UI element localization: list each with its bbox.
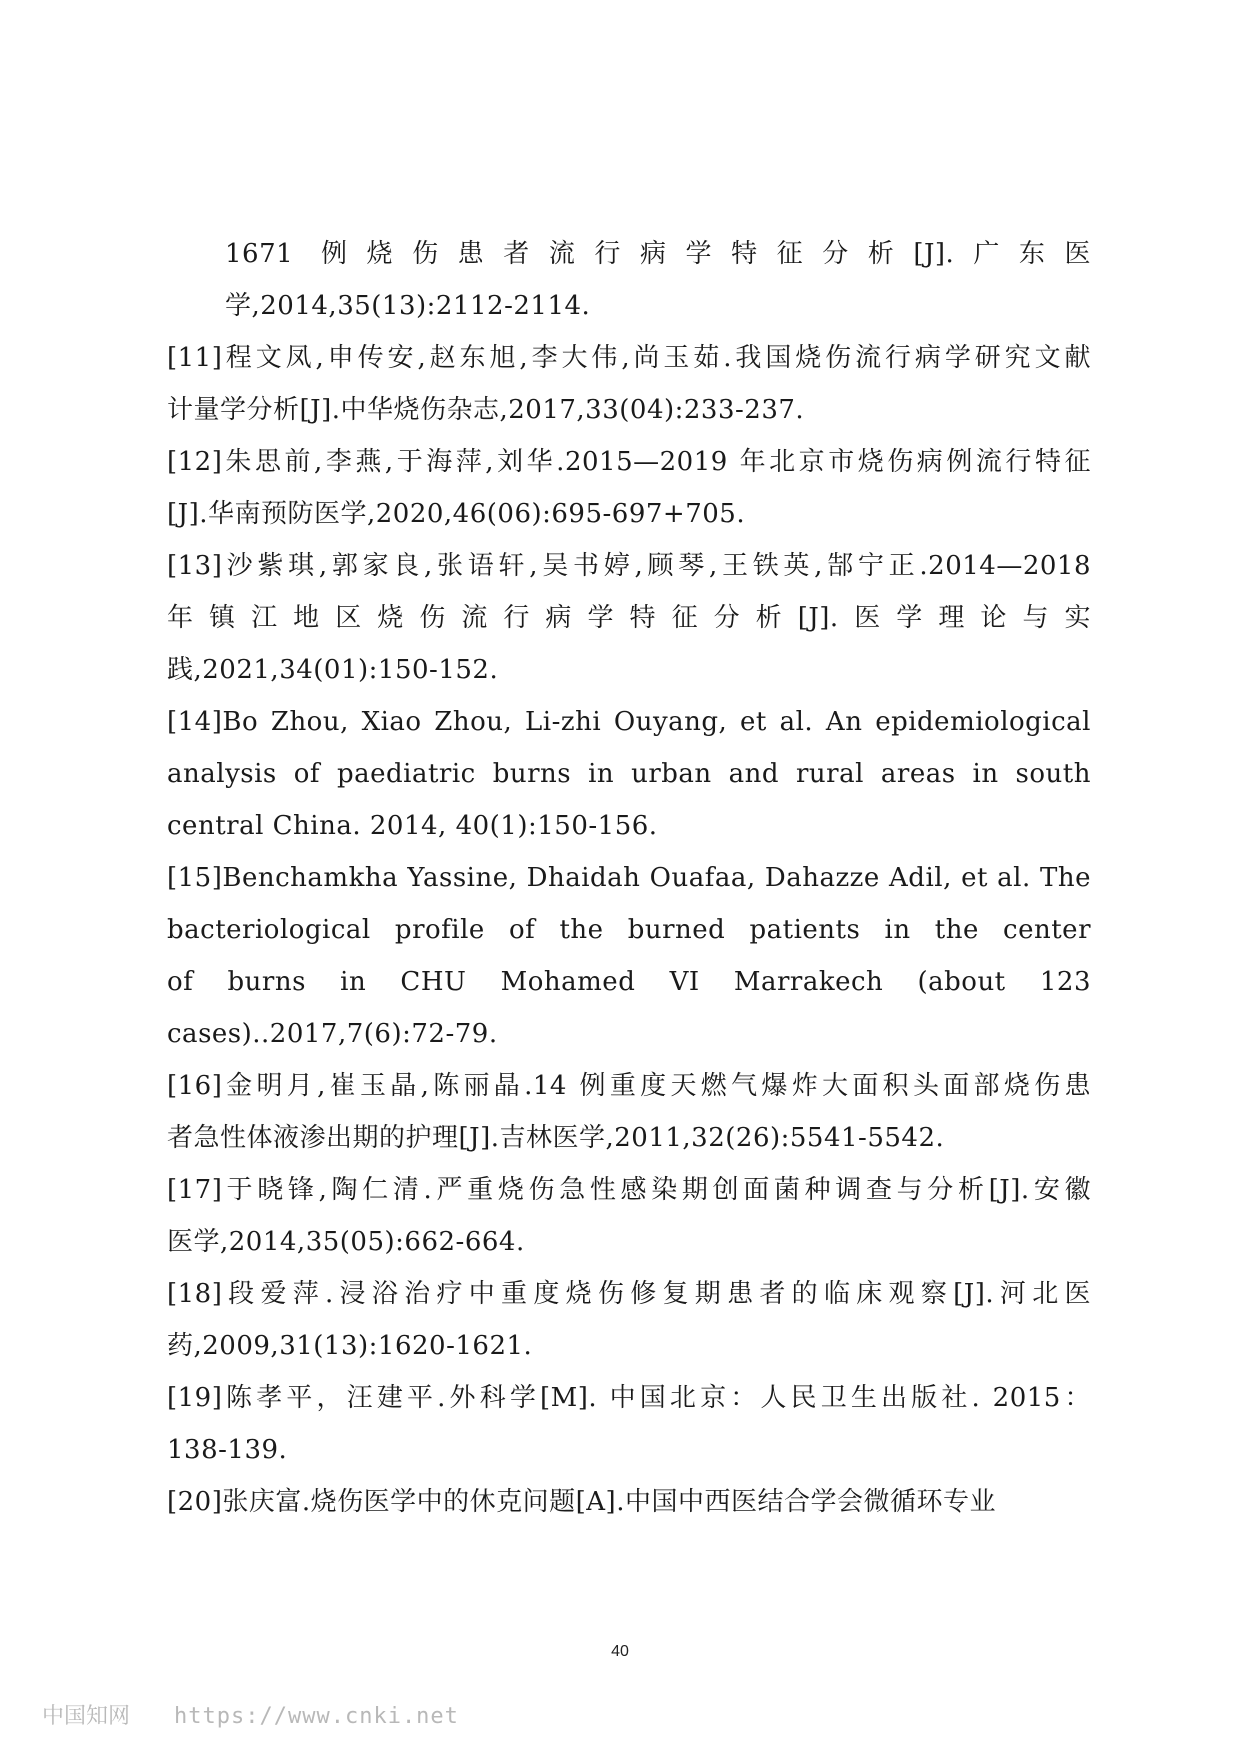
reference-entry [167,696,1091,852]
reference-line [167,384,1091,436]
reference-number: [19] [167,1383,223,1413]
reference-text: 朱思前,李燕,于海萍,刘华.2015—2019 年北京市烧伤病例流行特征 [222,447,1091,477]
reference-line [167,332,1091,384]
reference-text: 138-139. [167,1435,288,1465]
reference-line [167,748,1091,800]
reference-entry [167,1372,1091,1476]
reference-text: 陈孝平，汪建平.外科学[M]. 中国北京：人民卫生出版社. 2015： [222,1383,1091,1413]
reference-text: 程文凤,申传安,赵东旭,李大伟,尚玉茹.我国烧伤流行病学研究文献 [222,343,1091,373]
reference-line [167,800,1091,852]
reference-text: analysis of paediatric burns in urban and rural areas in south [167,759,1091,789]
reference-line [167,1112,1091,1164]
reference-entry [167,228,1091,332]
reference-number: [14] [167,707,223,737]
reference-text: 金明月,崔玉晶,陈丽晶.14 例重度天燃气爆炸大面积头面部烧伤患 [222,1071,1091,1101]
reference-entry [167,1268,1091,1372]
reference-line [167,1060,1091,1112]
reference-text: 张庆富.烧伤医学中的休克问题[A].中国中西医结合学会微循环专业 [222,1487,996,1517]
reference-text: 年镇江地区烧伤流行病学特征分析[J].医学理论与实 [167,603,1091,633]
reference-line [167,1216,1091,1268]
reference-line [167,956,1091,1008]
reference-text: [J].华南预防医学,2020,46(06):695-697+705. [167,499,746,529]
reference-entry [167,1060,1091,1164]
reference-line [167,852,1091,904]
reference-line [167,1164,1091,1216]
reference-text: cases)..2017,7(6):72-79. [167,1019,498,1049]
reference-line [167,540,1091,592]
reference-number: [16] [167,1071,223,1101]
reference-entry [167,852,1091,1060]
reference-text: of burns in CHU Mohamed VI Marrakech (about 123 [167,967,1091,997]
reference-line [167,488,1091,540]
reference-line [167,1424,1091,1476]
reference-text: Benchamkha Yassine, Dhaidah Ouafaa, Dahazze Adil, et al. The [222,863,1091,893]
reference-text: bacteriological profile of the burned patients in the center [167,915,1091,945]
reference-line [167,904,1091,956]
cnki-watermark [42,1699,459,1730]
reference-line [167,1008,1091,1060]
reference-line [225,228,1091,280]
watermark-url: https://www.cnki.net [174,1704,459,1729]
reference-entry [167,332,1091,436]
reference-text: 段爱萍.浸浴治疗中重度烧伤修复期患者的临床观察[J].河北医 [222,1279,1091,1309]
reference-list [167,228,1091,1528]
reference-number: [17] [167,1175,223,1205]
reference-text: 者急性体液渗出期的护理[J].吉林医学,2011,32(26):5541-5542. [167,1123,945,1153]
page-number: 40 [611,1643,629,1660]
reference-line [167,436,1091,488]
reference-text: 学,2014,35(13):2112-2114. [225,291,591,321]
reference-text: 药,2009,31(13):1620-1621. [167,1331,533,1361]
reference-number: [15] [167,863,223,893]
reference-line [167,644,1091,696]
reference-number: [13] [167,551,223,581]
reference-entry [167,540,1091,696]
reference-entry [167,436,1091,540]
reference-text: Bo Zhou, Xiao Zhou, Li-zhi Ouyang, et al. An epidemiological [222,707,1091,737]
reference-text: 1671 例烧伤患者流行病学特征分析[J].广东医 [225,239,1091,269]
reference-text: 沙紫琪,郭家良,张语轩,吴书婷,顾琴,王铁英,郜宁正.2014—2018 [222,551,1091,581]
reference-entry [167,1476,1091,1528]
watermark-brand: 中国知网 [42,1704,131,1729]
reference-text: 医学,2014,35(05):662-664. [167,1227,525,1257]
reference-line [167,696,1091,748]
reference-text: 于晓锋,陶仁清.严重烧伤急性感染期创面菌种调查与分析[J].安徽 [222,1175,1091,1205]
reference-line [167,592,1091,644]
reference-line [167,1372,1091,1424]
reference-text: 践,2021,34(01):150-152. [167,655,499,685]
reference-number: [12] [167,447,223,477]
reference-line [167,1476,1091,1528]
reference-text: 计量学分析[J].中华烧伤杂志,2017,33(04):233-237. [167,395,805,425]
reference-number: [20] [167,1487,223,1517]
reference-number: [11] [167,343,223,373]
reference-line [167,1268,1091,1320]
reference-line [225,280,1091,332]
reference-number: [18] [167,1279,223,1309]
reference-text: central China. 2014, 40(1):150-156. [167,811,658,841]
reference-entry [167,1164,1091,1268]
reference-line [167,1320,1091,1372]
